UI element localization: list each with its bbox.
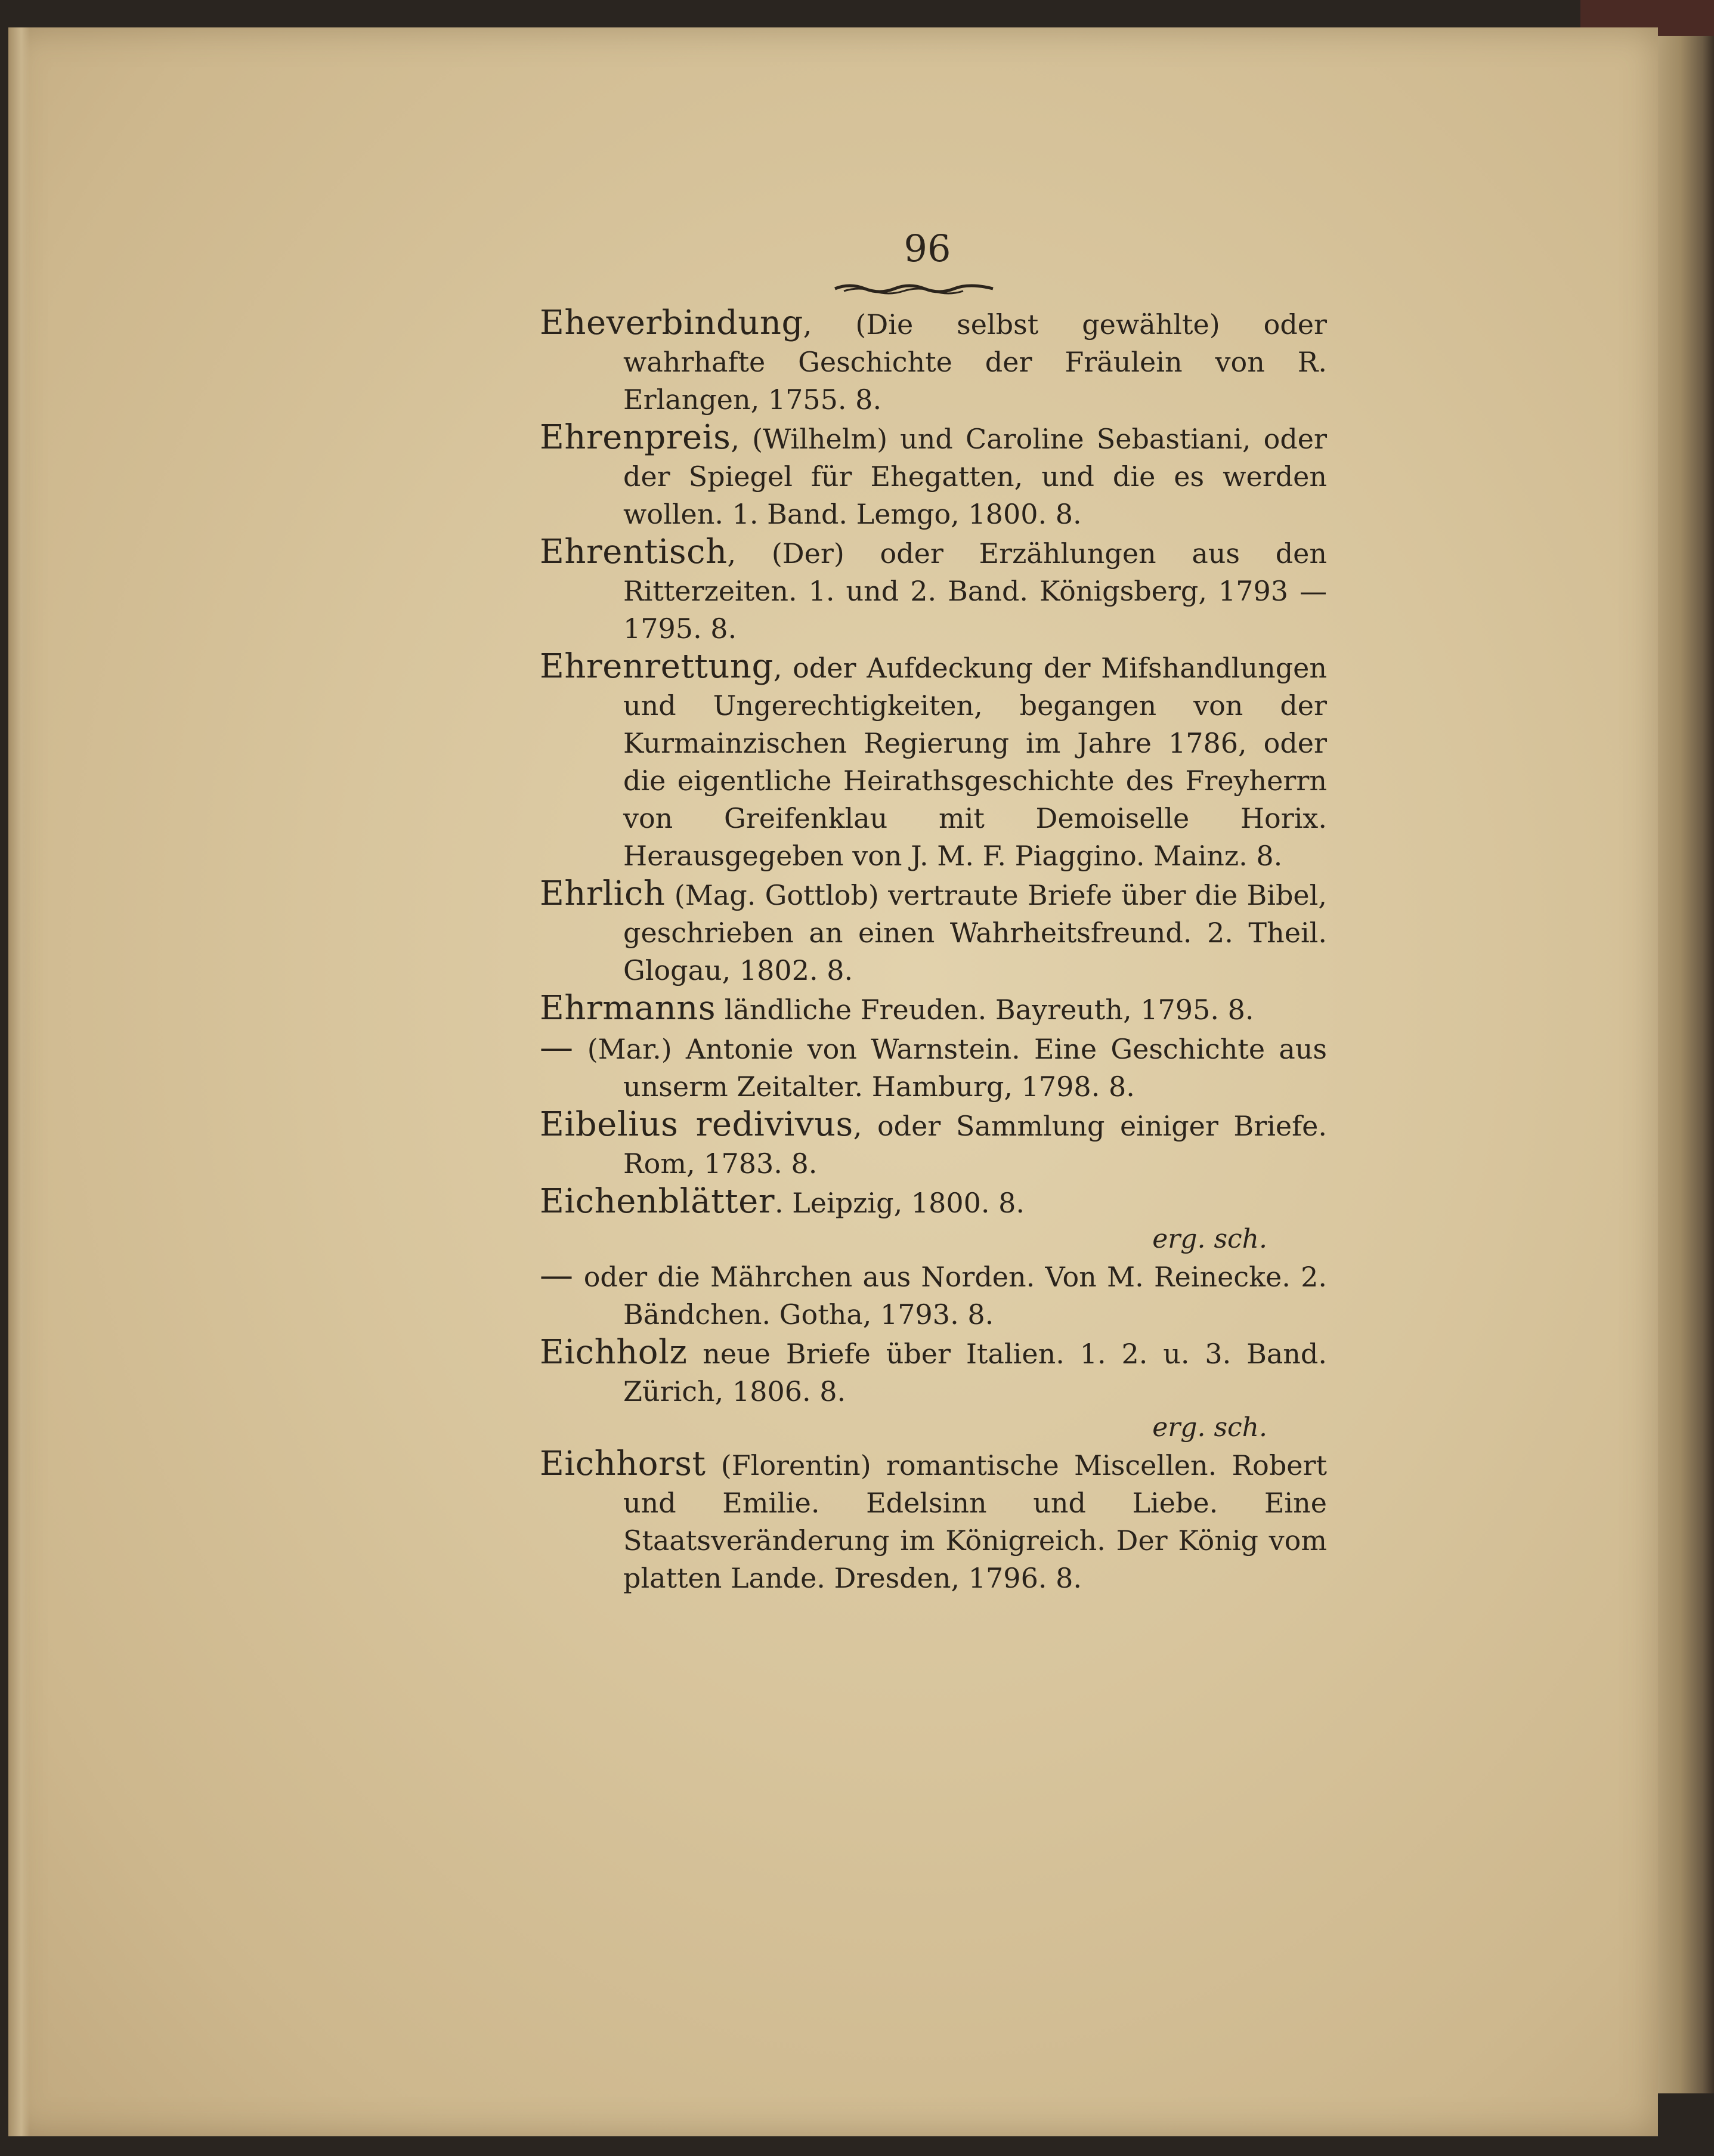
entry-eichenblaetter-maehrchen (540, 1257, 1327, 1334)
entry-ehrenrettung (540, 648, 1327, 875)
entry-head: Eibelius redivivus (540, 1105, 853, 1144)
note-erg-sch: erg. sch. (1152, 1412, 1267, 1443)
entry-ehrlich (540, 875, 1327, 989)
entry-eibelius (540, 1106, 1327, 1183)
entry-text: , oder Sammlung einiger Briefe. Rom, 1783. 8. (623, 1110, 1328, 1180)
entry-ehrmanns (540, 989, 1327, 1029)
page-number: 96 (904, 227, 951, 270)
entry-eheverbindung (540, 304, 1327, 419)
entry-text: , (Die selbst gewählte) oder wahrhafte Geschichte der Fräulein von R. Erlangen, 1755. 8. (623, 308, 1327, 416)
entry-ehrentisch (540, 533, 1327, 648)
entry-head: Eichhorst (540, 1444, 706, 1483)
entry-head: — (540, 1256, 574, 1295)
entry-head: Ehrentisch (540, 533, 728, 571)
ornament-rule (832, 280, 996, 296)
entry-eichhorst (540, 1445, 1327, 1597)
entry-text: (Mag. Gottlob) vertraute Briefe über die Bibel, geschrieben an einen Wahrheitsfreund. 2. Theil. Glogau, 1802. 8. (623, 879, 1327, 986)
entry-head: — (540, 1028, 574, 1067)
entry-head: Ehrlich (540, 874, 666, 913)
entry-head: Ehrmanns (540, 989, 716, 1028)
entry-eichholz (540, 1334, 1327, 1410)
entry-ehrmanns-mar (540, 1029, 1327, 1106)
note-erg-sch: erg. sch. (1152, 1224, 1267, 1254)
entry-ehrenpreis (540, 419, 1327, 533)
entry-text: neue Briefe über Italien. 1. 2. u. 3. Band. Zürich, 1806. 8. (623, 1338, 1327, 1408)
entry-text: , (Wilhelm) und Caroline Sebastiani, oder der Spiegel für Ehegatten, und die es werden wollen. 1. Band. Lemgo, 1800. 8. (623, 423, 1327, 530)
page-edge-shadow (8, 27, 30, 2136)
entry-head: Eheverbindung (540, 304, 803, 342)
entry-text: (Florentin) romantische Miscellen. Robert und Emilie. Edelsinn und Liebe. Eine Staatsveränderung im Königreich. Der König vom platten Lande. Dresden, 1796. 8. (623, 1449, 1327, 1594)
entry-head: Eichholz (540, 1333, 688, 1372)
entry-head: Ehrenrettung (540, 647, 774, 686)
entry-text: (Mar.) Antonie von Warnstein. Eine Geschichte aus unserm Zeitalter. Hamburg, 1798. 8. (573, 1033, 1327, 1103)
entry-text: , oder Aufdeckung der Mifshandlungen und Ungerechtigkeiten, begangen von der Kurmainzischen Regierung im Jahre 1786, oder die eigentliche Heirathsgeschichte des Freyherrn von Greifenklau mit Demoiselle Horix. Herausgegeben von J. M. F. Piaggino. Mainz. 8. (623, 652, 1327, 872)
entry-text: . Leipzig, 1800. 8. (775, 1187, 1025, 1219)
entry-text: ländliche Freuden. Bayreuth, 1795. 8. (716, 994, 1254, 1026)
entry-list (540, 304, 1327, 1597)
entry-text: , (Der) oder Erzählungen aus den Ritterzeiten. 1. und 2. Band. Königsberg, 1793 — 1795. 8. (623, 537, 1327, 645)
entry-eichenblaetter (540, 1183, 1327, 1222)
entry-head: Ehrenpreis (540, 418, 731, 457)
entry-text: oder die Mährchen aus Norden. Von M. Reinecke. 2. Bändchen. Gotha, 1793. 8. (573, 1261, 1327, 1331)
book-spine (1658, 36, 1714, 2093)
entry-head: Eichenblätter (540, 1182, 775, 1221)
